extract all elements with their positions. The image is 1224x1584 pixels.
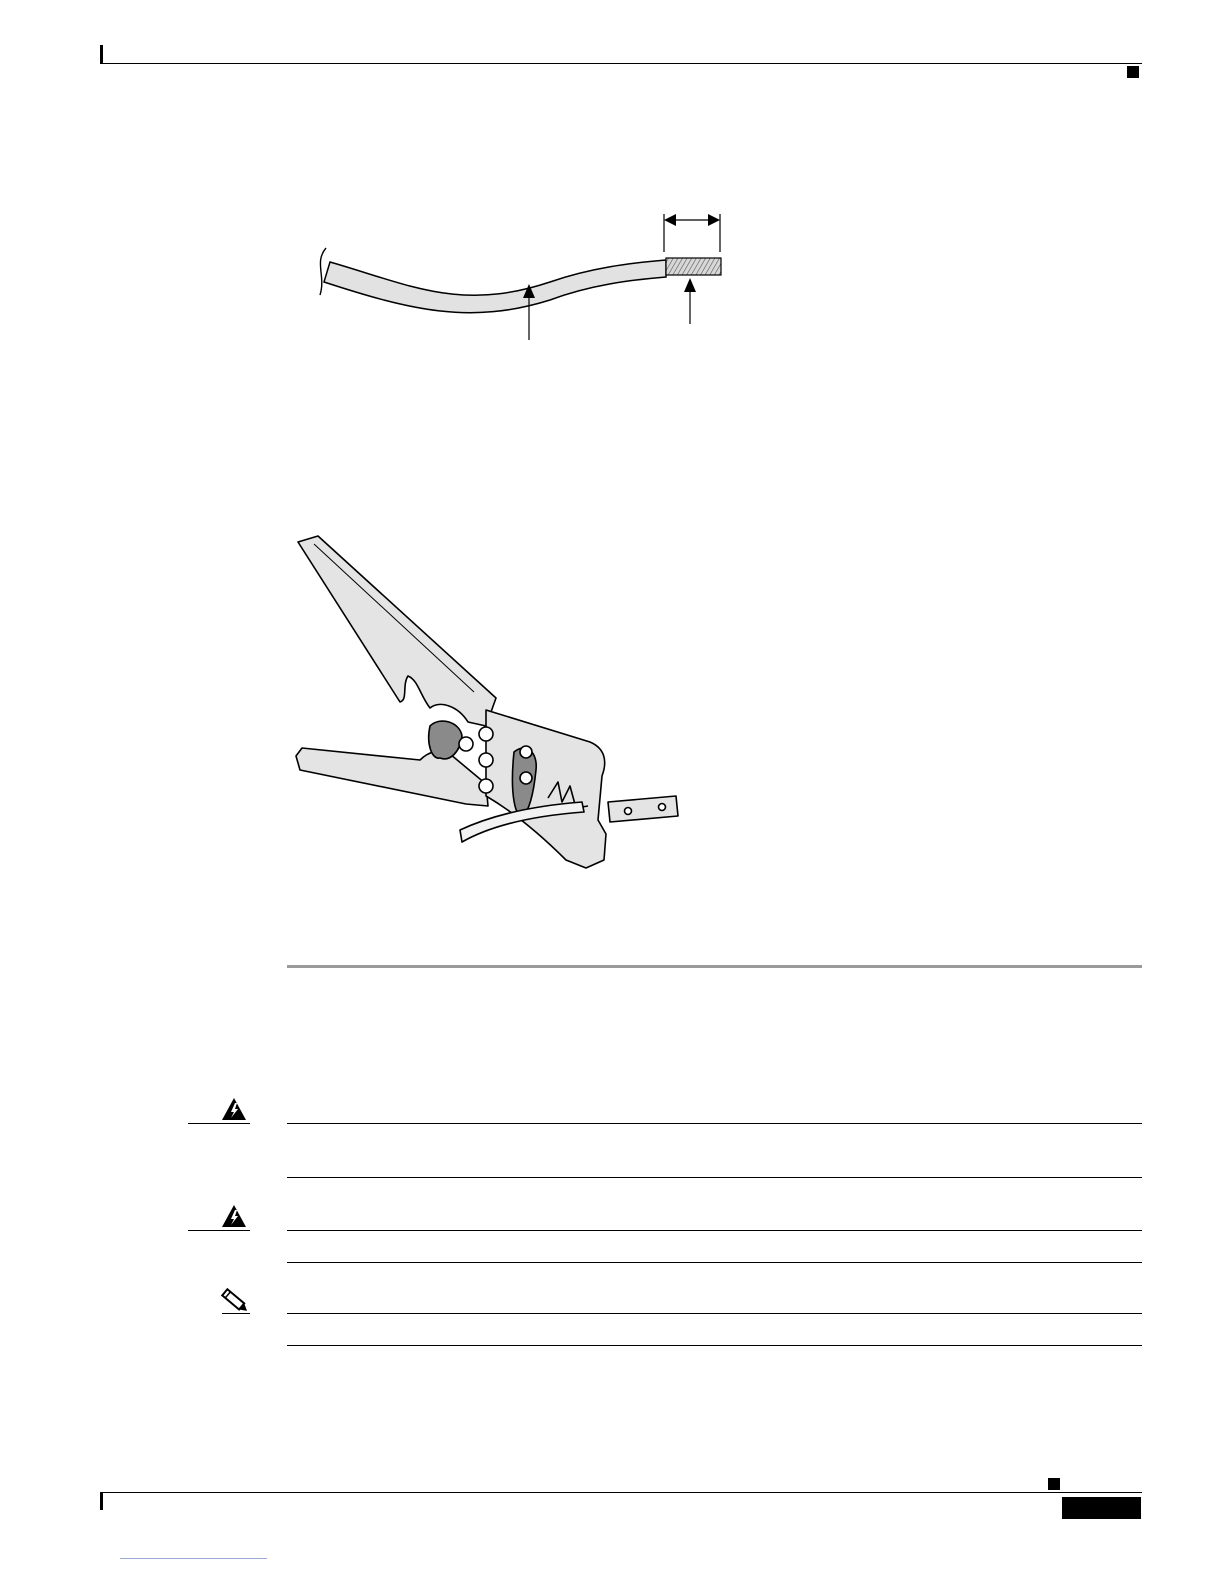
footer-rule	[100, 1492, 1142, 1493]
crimping-tool-figure	[290, 530, 690, 875]
warning-icon-rule	[188, 1123, 250, 1124]
note-icon-rule	[222, 1313, 250, 1314]
header-rule	[100, 63, 1142, 64]
note-top-rule	[287, 1313, 1142, 1314]
warning-lightning-icon	[210, 1203, 252, 1231]
procedure-end-rule	[287, 965, 1142, 968]
warning-top-rule	[287, 1123, 1142, 1124]
warning-top-rule	[287, 1230, 1142, 1231]
warning-bottom-rule	[287, 1262, 1142, 1263]
footer-tick	[100, 1492, 103, 1510]
header-square-marker	[1127, 66, 1139, 78]
cable-break-mark	[320, 248, 326, 295]
cable-insulation	[324, 260, 666, 313]
warning-bottom-rule	[287, 1177, 1142, 1178]
page-number-tab	[1062, 1497, 1141, 1519]
note-bottom-rule	[287, 1345, 1142, 1346]
stripped-wire-figure	[300, 200, 740, 350]
note-pencil-icon	[214, 1286, 256, 1314]
stripped-conductor	[666, 258, 721, 275]
header-tick	[100, 45, 103, 63]
warning-lightning-icon	[210, 1096, 252, 1124]
footer-square-marker	[1048, 1478, 1060, 1490]
warning-icon-rule	[188, 1230, 250, 1231]
footer-link-underline[interactable]	[120, 1558, 267, 1559]
